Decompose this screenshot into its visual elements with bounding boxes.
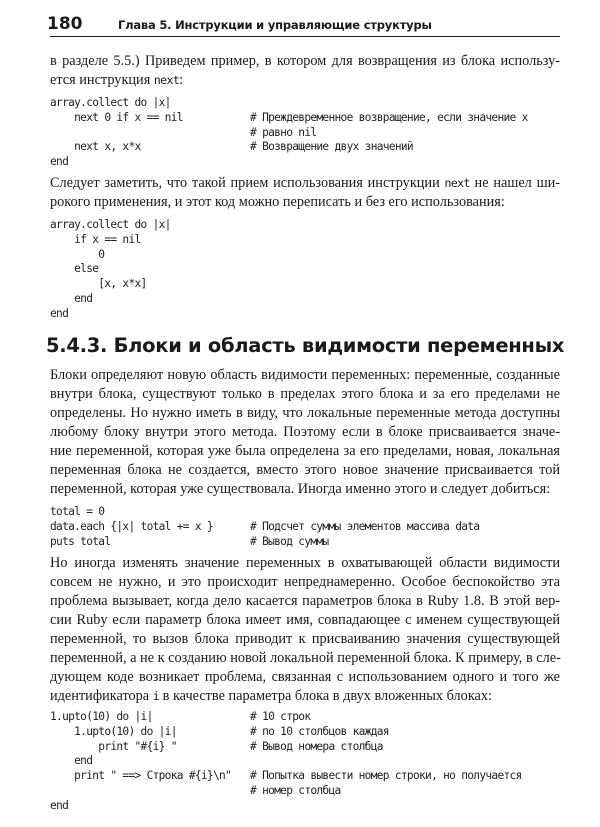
code-text: 1.upto(10) do |i|: [50, 724, 177, 738]
code-block-3: [50, 505, 560, 549]
code-line: [50, 505, 560, 520]
code-line: [50, 218, 560, 233]
text-line: дующем коде возникает проблема, связанная с использованием одного и того же: [50, 669, 560, 685]
text-line: переменной, а не к созданию новой локальной переменной блока. К примеру, в сле-: [50, 650, 561, 666]
code-text: else: [50, 262, 99, 276]
code-comment: # 10 строк: [250, 710, 311, 723]
code-text: print " ==> Строка #{i}\n": [50, 769, 232, 783]
text-line: проблема вызывает, когда дело касается параметров блока в Ruby 1.8. В этой вер-: [50, 593, 560, 609]
running-header: [47, 14, 560, 37]
chapter-title: Глава 5. Инструкции и управляющие структуры: [118, 18, 432, 32]
code-text: next 0 if x == nil: [50, 110, 183, 124]
code-text: print "#{i} ": [50, 739, 177, 753]
code-text: end: [50, 291, 93, 305]
inline-code: next: [444, 176, 470, 190]
text: Следует заметить, что такой прием использования инструкции: [50, 175, 445, 191]
inline-code: i: [152, 689, 160, 703]
text-line: переменная блока не создается, вместо этого новое значение присваивается той: [50, 462, 560, 478]
code-text: end: [50, 754, 93, 768]
code-text: end: [50, 798, 69, 812]
code-line: [50, 292, 560, 307]
text-line: ние переменной, которая уже была определена за его пределами, новая, локальная: [50, 443, 560, 459]
code-block-1: [50, 96, 560, 170]
code-comment: # Преждевременное возвращение, если значение x: [250, 110, 528, 124]
code-line: [50, 725, 560, 740]
code-line: [50, 769, 560, 784]
code-comment: # по 10 столбцов каждая: [250, 724, 389, 738]
code-line: [50, 277, 560, 292]
code-line: [50, 799, 560, 814]
text-line: Блоки определяют новую область видимости переменных: переменные, созданные: [50, 367, 560, 383]
text-line: Но иногда изменять значение переменных в охватывающей области видимости: [50, 555, 560, 571]
code-line: [50, 155, 560, 170]
code-comment: # номер столбца: [250, 783, 341, 797]
paragraph-4-lines: [50, 554, 560, 687]
text-line: сии Ruby если параметр блока имеет имя, совпадающее с именем существующей: [50, 612, 560, 628]
paragraph-3: [50, 366, 560, 499]
text-line: рокого применения, и этот код можно переписать и без его использования:: [50, 194, 505, 210]
text-line: [50, 687, 560, 706]
code-text: next x, x*x: [50, 140, 141, 154]
paragraph-4: [50, 554, 560, 706]
code-text: data.each {|x| total += x }: [50, 519, 213, 533]
code-line: [50, 111, 560, 126]
code-text: total = 0: [50, 505, 105, 518]
code-line: [50, 535, 560, 550]
text-line: переменной, то вызов блока приводит к присваиванию значения существующей: [50, 631, 560, 647]
code-line: [50, 233, 560, 248]
text-line: любому блоку внутри этого метода. Поэтому если в блоке присваивается значе-: [50, 424, 560, 440]
code-text: end: [50, 155, 69, 169]
paragraph-2: [50, 174, 560, 212]
code-text: 0: [50, 247, 105, 261]
code-line: [50, 140, 560, 155]
code-line: [50, 740, 560, 755]
text: не нашел ши-: [469, 175, 560, 191]
code-comment: # Вывод суммы: [250, 534, 329, 548]
text-line: внутри блока, существуют только в пределах этого блока и за его пределами не: [50, 386, 560, 402]
text: в качестве параметра блока в двух вложенных блоках:: [159, 688, 493, 704]
code-text: [x, x*x]: [50, 277, 147, 291]
text-line: [50, 71, 560, 90]
text-line: определены. Но нужно иметь в виду, что локальные переменные метода доступны: [50, 405, 560, 421]
code-line: [50, 754, 560, 769]
code-line: [50, 710, 560, 725]
inline-code: next: [153, 73, 180, 87]
code-block-2: [50, 218, 560, 322]
code-line: [50, 126, 560, 141]
text: идентификатора: [50, 688, 153, 704]
code-comment: # Вывод номера столбца: [250, 739, 383, 753]
code-line: [50, 248, 560, 263]
code-comment: # равно nil: [250, 125, 317, 139]
code-text: array.collect do |x|: [50, 218, 171, 231]
code-text: puts total: [50, 534, 111, 548]
code-comment: # Попытка вывести номер строки, но получается: [250, 769, 522, 783]
text-line: [50, 174, 560, 193]
text-line: совсем не нужно, и это происходит непреднамеренно. Особое беспокойство эта: [50, 574, 560, 590]
code-text: 1.upto(10) do |i|: [50, 710, 153, 723]
code-text: end: [50, 306, 69, 320]
code-comment: # Возвращение двух значений: [250, 140, 413, 154]
code-line: [50, 307, 560, 322]
text-line: в разделе 5.5.) Приведем пример, в котором для возвращения из блока использу-: [50, 53, 560, 69]
code-line: [50, 520, 560, 535]
page-number: 180: [47, 14, 83, 34]
text-line: переменной, которая уже существовала. Иногда именно этого и следует добиться:: [50, 481, 551, 497]
code-line: [50, 784, 560, 799]
code-block-4: [50, 710, 560, 814]
code-line: [50, 262, 560, 277]
text: ется инструкция: [50, 72, 154, 88]
code-comment: # Подсчет суммы элементов массива data: [250, 519, 480, 533]
paragraph-1: [50, 52, 560, 90]
code-line: [50, 96, 560, 111]
code-text: if x == nil: [50, 232, 141, 246]
code-text: array.collect do |x|: [50, 96, 171, 109]
section-heading: 5.4.3. Блоки и область видимости переменных: [46, 334, 565, 357]
text: :: [179, 72, 184, 88]
